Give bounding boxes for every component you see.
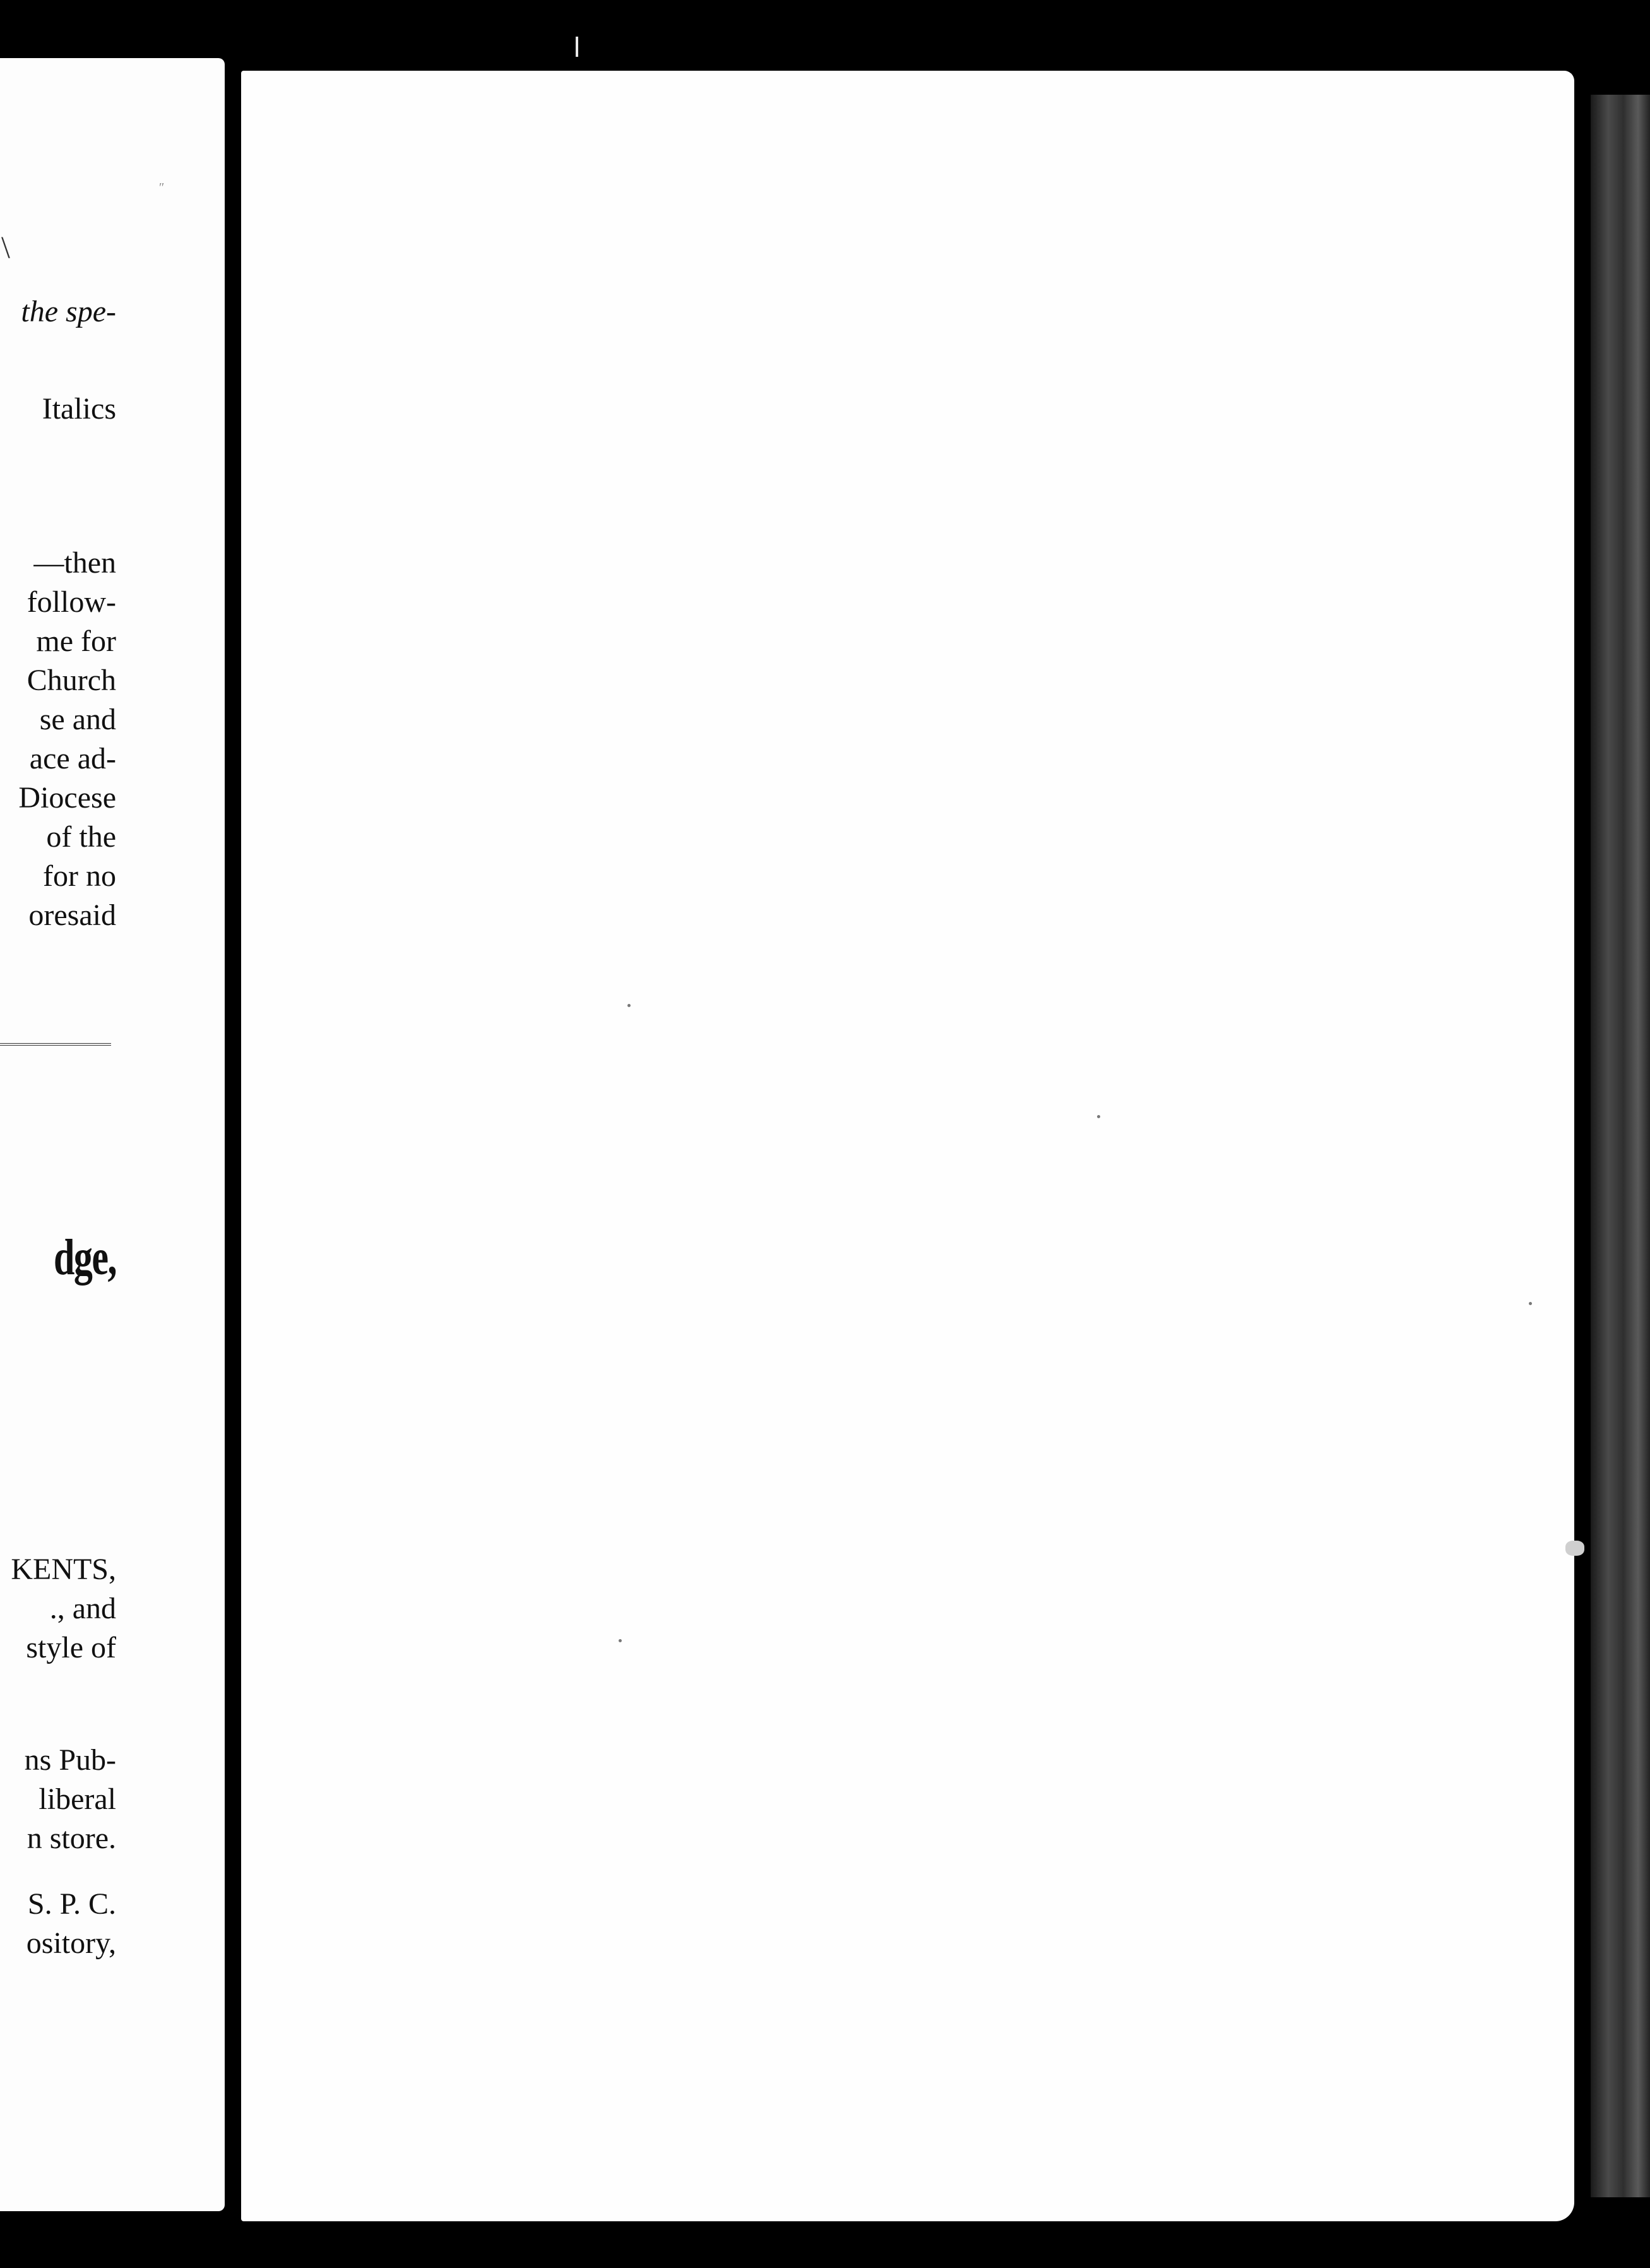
- paragraph-line: ., and: [49, 1592, 116, 1625]
- paragraph-line: Diocese: [18, 781, 116, 815]
- paragraph-line: follow-: [27, 585, 116, 619]
- paragraph-line: for no: [43, 859, 116, 893]
- paper-speck: [627, 1004, 631, 1007]
- paragraph-line: Church: [27, 664, 116, 697]
- paper-speck: [1529, 1302, 1532, 1305]
- ink-smudge: ″: [159, 181, 165, 194]
- scan-mark: [576, 37, 578, 57]
- left-page: [0, 58, 225, 2211]
- paragraph-line: KENTS,: [11, 1553, 116, 1586]
- paragraph-line: style of: [26, 1631, 116, 1664]
- paragraph-line: ns Pub-: [24, 1743, 116, 1777]
- paragraph-line: S. P. C.: [27, 1887, 116, 1921]
- paragraph-line: —then: [33, 546, 116, 580]
- line-the-spe: the spe-: [21, 295, 116, 328]
- right-page-blank: [241, 71, 1574, 2221]
- paragraph-line: n store.: [27, 1822, 116, 1855]
- page-edge-notch: [1565, 1541, 1584, 1556]
- blackletter-heading: dge,: [54, 1230, 116, 1286]
- paragraph-line: ository,: [26, 1926, 116, 1960]
- paragraph-line: of the: [46, 820, 116, 854]
- paragraph-line: ace ad-: [29, 742, 116, 775]
- book-edge: [1591, 95, 1650, 2197]
- paragraph-line: se and: [39, 703, 116, 736]
- paragraph-line: oresaid: [28, 898, 116, 932]
- paragraph-line: me for: [36, 624, 116, 658]
- line-italics: Italics: [42, 392, 116, 426]
- paper-speck: [1097, 1115, 1100, 1118]
- divider-rule: [0, 1043, 111, 1046]
- paragraph-line: liberal: [39, 1782, 116, 1816]
- page-corner-mark: \: [1, 229, 10, 265]
- paper-speck: [619, 1639, 622, 1642]
